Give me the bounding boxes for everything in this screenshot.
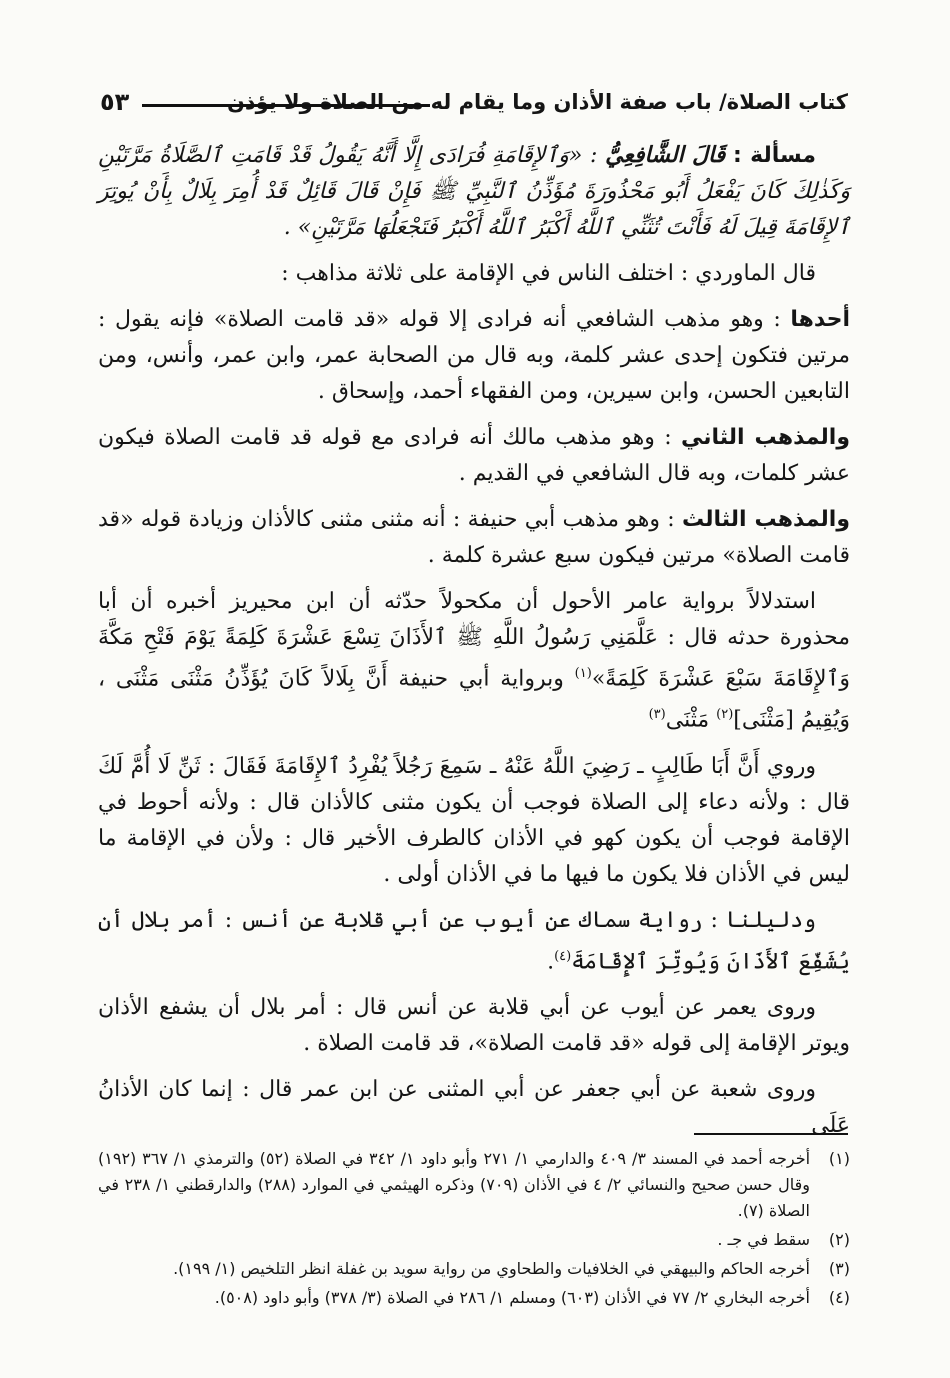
paragraph-9: وروى شعبة عن أبي جعفر عن أبي المثنى عن ابن عمر قال : إنما كان الأذانُ عَلَى	[98, 1076, 850, 1138]
footnote-divider	[694, 1133, 848, 1135]
chapter-title: كتاب الصلاة/ باب صفة الأذان وما يقام له من الصلاة ولا يؤذن	[226, 90, 848, 114]
header-rule	[142, 104, 430, 107]
main-text	[98, 138, 850, 1154]
footnote-ref-2[interactable]: (٢)	[716, 707, 734, 723]
paragraph-3	[98, 420, 850, 492]
paragraph-7-text-a: ودليلنا : رواية سماك عن أيوب عن أبي قلابة عن أنس : أمر بلال أن يُشَفِّعَ ٱلأَذَانَ وَيُوتِّرَ ٱلإِقَامَةَ	[98, 907, 850, 974]
footnote-text: أخرجه البخاري ٢/ ٧٧ في الأذان (٦٠٣) ومسلم ١/ ٢٨٦ في الصلاة (٣/ ٣٧٨) وأبو داود (٥٠٨).	[214, 1288, 810, 1307]
paragraph-5	[98, 584, 850, 739]
footnotes	[98, 1146, 850, 1314]
paragraph-8: وروى يعمر عن أيوب عن أبي قلابة عن أنس قال : أمر بلال أن يشفع الأذان ويوتر الإقامة إلى قوله «قد قامت الصلاة»، قد قامت الصلاة .	[98, 994, 850, 1056]
footnote-3	[98, 1256, 850, 1282]
paragraph-2	[98, 302, 850, 410]
paragraph-3-text: : وهو مذهب مالك أنه فرادى مع قوله قد قامت الصلاة فيكون عشر كلمات، وبه قال الشافعي في القديم .	[98, 425, 850, 486]
footnote-number: (٢)	[828, 1230, 850, 1249]
footnote-ref-1[interactable]: (١)	[574, 666, 592, 681]
paragraph-3-label: والمذهب الثاني	[680, 425, 851, 450]
footnote-text: أخرجه الحاكم والبيهقي في الخلافيات والطحاوي من رواية سويد بن غفلة انظر التلخيص (١/ ١٩٩).	[173, 1259, 810, 1278]
footnote-number: (١)	[828, 1149, 850, 1168]
page-header	[100, 88, 848, 124]
paragraph-7-text-b: .	[547, 948, 555, 974]
footnote-text: أخرجه أحمد في المسند ٣/ ٤٠٩ والدارمي ١/ ٢٧١ وأبو داود ١/ ٣٤٢ في الصلاة (٥٢) والترمذي ١/ ٣٦٧ (١٩٢) وقال حسن صحيح والنسائي ٢/ ٤ في الأذان (٧٠٩) وذكره الهيثمي في الموارد (٢٨٨) والدارقطني ١/ ٢٣٨ في الصلاة (٧).	[98, 1149, 811, 1220]
masala-label: مسألة :	[732, 143, 816, 168]
page-number: ٥٣	[100, 88, 130, 116]
masala-text: : «وَٱلإِقَامَةِ فُرَادَى إِلَّا أَنَّهُ يَقُولُ قَدْ قَامَتِ ٱلصَّلَاةُ مَرَّتَيْنِ وَكَذٰلِكَ كَانَ يَفْعَلُ أَبُو مَحْذُورَةَ مُؤَذِّنُ ٱلنَّبِيِّ ﷺ فَإِنْ قَالَ قَائِلٌ قَدْ أُمِرَ بِلَالٌ بِأَنْ يُوتِرَ ٱلإِقَامَةَ قِيلَ لَهُ فَأَنْتَ تُثَنِّي ٱللَّهُ أَكْبَرُ ٱللَّهُ أَكْبَرُ فَتَجْعَلُهَا مَرَّتَيْنِ» .	[98, 143, 850, 240]
paragraph-2-label: أحدها	[790, 307, 850, 332]
footnote-number: (٣)	[828, 1259, 850, 1278]
footnote-4	[98, 1285, 850, 1311]
paragraph-2-text: : وهو مذهب الشافعي أنه فرادى إلا قوله «قد قامت الصلاة» فإنه يقول : مرتين فتكون إحدى عشر كلمة، وبه قال من الصحابة عمر، وابن عمر، وأنس، ومن التابعين الحسن، وابن سيرين، ومن الفقهاء أحمد، وإسحاق .	[98, 307, 850, 404]
paragraph-4-text: : وهو مذهب أبي حنيفة : أنه مثنى مثنى كالأذان وزيادة قوله «قد قامت الصلاة» مرتين فيكون سبع عشرة كلمة .	[98, 507, 850, 568]
masala-paragraph	[98, 138, 850, 246]
footnote-text: سقط في جـ .	[717, 1230, 810, 1249]
footnote-1	[98, 1146, 850, 1224]
paragraph-5-text-c: مَثْنَى	[665, 707, 710, 733]
paragraph-5-text-b: وبرواية أبي حنيفة أَنَّ بِلَالاً كَانَ يُؤَذِّنُ مَثْنَى مَثْنَى ، وَيُقِيمُ [مَثْنَى]	[98, 666, 850, 733]
paragraph-4	[98, 502, 850, 574]
paragraph-6: وروي أَنَّ أَبَا طَالِبٍ ـ رَضِيَ اللَّهُ عَنْهُ ـ سَمِعَ رَجُلاً يُفْرِدُ ٱلإِقَامَةَ فَقَالَ : ثَنِّ لَا أُمَّ لَكَ قال : ولأنه دعاء إلى الصلاة فوجب أن يكون مثنى كالأذان قال : ولأنه أحوط في الإقامة فوجب أن يكون كهو في الأذان كالطرف الأخير قال : ولأن في الإقامة ما ليس في الأذان فلا يكون ما فيها ما في الأذان أولى .	[98, 753, 850, 887]
footnote-ref-3[interactable]: (٣)	[648, 707, 666, 723]
masala-speaker: قَالَ الشَّافِعِيُّ	[605, 143, 726, 168]
footnote-ref-4[interactable]: (٤)	[554, 948, 572, 964]
paragraph-4-label: والمذهب الثالث	[681, 507, 850, 532]
paragraph-7	[98, 903, 850, 980]
footnote-2	[98, 1227, 850, 1253]
footnote-number: (٤)	[828, 1288, 850, 1307]
paragraph-1: قال الماوردي : اختلف الناس في الإقامة على ثلاثة مذاهب :	[281, 261, 816, 286]
paragraph-5-text-a: استدلالاً برواية عامر الأحول أن مكحولاً حدّثه أن ابن محيريز أخبره أن أبا محذورة حدثه قال : عَلَّمَنِي رَسُولُ اللَّهِ ﷺ ٱلأَذَانَ تِسْعَ عَشْرَةَ كَلِمَةً يَوْمَ فَتْحِ مَكَّةَ وَٱلإِقَامَةَ سَبْعَ عَشْرَةَ كَلِمَةً»	[98, 589, 851, 692]
